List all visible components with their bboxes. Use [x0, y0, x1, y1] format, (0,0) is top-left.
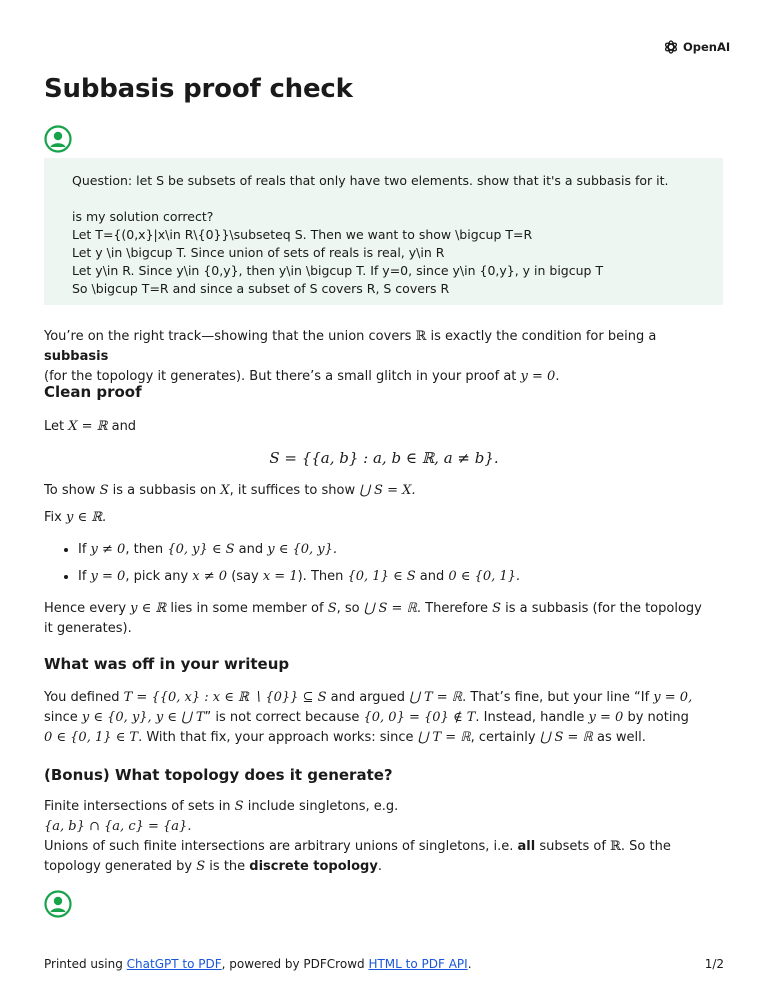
- hence-paragraph: Hence every y ∈ ℝ lies in some member of S, so ⋃ S = ℝ. Therefore S is a subbasis (for the topology it generates).: [44, 601, 702, 636]
- chatgpt-to-pdf-link[interactable]: ChatGPT to PDF: [126, 957, 222, 971]
- user-avatar-icon: [44, 125, 72, 153]
- heading-bonus: (Bonus) What topology does it generate?: [44, 766, 393, 784]
- question-line: Let T={(0,x}|x\in R\{0}}\subseteq S. Then we want to show \bigcup T=R: [72, 227, 533, 242]
- bonus-paragraph: Finite intersections of sets in S include singletons, e.g. {a, b} ∩ {a, c} = {a}. Unions of such finite intersections are arbitrary unions of singletons, i.e. all subsets of ℝ. So the topology generated by S is the discrete topology.: [44, 799, 671, 874]
- to-show-line: To show S is a subbasis on X, it suffices to show ⋃ S = X.: [44, 483, 416, 498]
- user-avatar-icon: [44, 890, 72, 918]
- off-paragraph: You defined T = {{0, x} : x ∈ ℝ ∖ {0}} ⊆ S and argued ⋃ T = ℝ. That’s fine, but your line “If y = 0, since y ∈ {0, y}, y ∈ ⋃ T” is not correct because {0, 0} = {0} ∉ T. Instead, handle y = 0 by noting 0 ∈ {0, 1} ∈ T. With that fix, your approach works: since ⋃ T = ℝ, certainly ⋃ S = ℝ as well.: [44, 690, 693, 745]
- answer-intro: You’re on the right track—showing that the union covers ℝ is exactly the condition for being a subbasis (for the topology it generates). But there’s a small glitch in your proof at y = 0.: [44, 329, 657, 384]
- page-title: Subbasis proof check: [44, 74, 353, 104]
- let-line: Let X = ℝ and: [44, 419, 137, 434]
- user-question: [44, 158, 723, 305]
- brand-logo: [663, 39, 730, 55]
- fix-line: Fix y ∈ ℝ.: [44, 510, 107, 525]
- page-footer: [44, 957, 724, 971]
- heading-clean-proof: Clean proof: [44, 383, 142, 401]
- question-line: So \bigcup T=R and since a subset of S covers R, S covers R: [72, 281, 450, 296]
- display-equation: S = {{a, b} : a, b ∈ ℝ, a ≠ b}.: [269, 449, 499, 467]
- list-item: • If y ≠ 0, then {0, y} ∈ S and y ∈ {0, y}.: [78, 540, 520, 560]
- question-line: is my solution correct?: [72, 209, 214, 224]
- question-line: Let y\in R. Since y\in {0,y}, then y\in \bigcup T. If y=0, since y\in {0,y}, y in bigcup T: [72, 263, 604, 278]
- brand-name: OpenAI: [683, 40, 731, 54]
- question-line: Let y \in \bigcup T. Since union of sets of reals is real, y\in R: [72, 245, 445, 260]
- heading-what-was-off: What was off in your writeup: [44, 655, 290, 673]
- openai-logo-icon: [663, 39, 679, 55]
- html-to-pdf-api-link[interactable]: HTML to PDF API: [368, 957, 468, 971]
- question-line: Question: let S be subsets of reals that only have two elements. show that it's a subbasis for it.: [72, 173, 669, 188]
- case-list: [44, 540, 520, 594]
- list-item: • If y = 0, pick any x ≠ 0 (say x = 1). Then {0, 1} ∈ S and 0 ∈ {0, 1}.: [78, 567, 520, 587]
- page-number: 1/2: [704, 957, 724, 971]
- footer-credit: Printed using ChatGPT to PDF, powered by PDFCrowd HTML to PDF API.: [44, 957, 472, 971]
